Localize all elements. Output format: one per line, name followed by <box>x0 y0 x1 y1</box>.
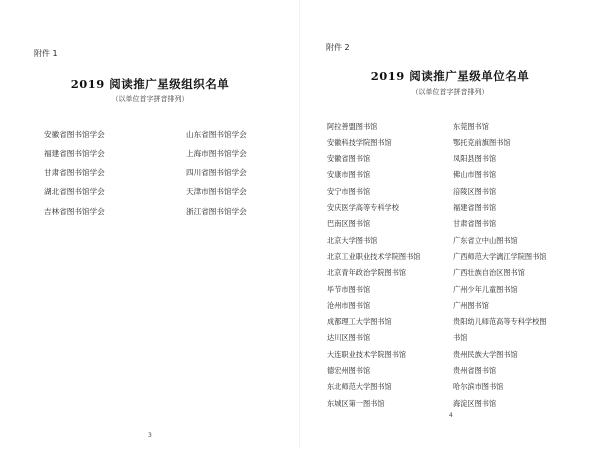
list-item: 德宏州图书馆 <box>327 366 371 375</box>
list-item: 巴南区图书馆 <box>327 219 371 229</box>
list-item: 北京工业职业技术学院图书馆 <box>327 251 421 261</box>
list-item: 鄂托克前旗图书馆 <box>453 137 511 147</box>
page-title: 2019 阅读推广星级单位名单 <box>370 69 530 83</box>
list-item: 贵州民族大学图书馆 <box>453 349 518 359</box>
list-item: 安徽科技学院图书馆 <box>327 137 392 147</box>
list-item: 山东省图书馆学会 <box>186 129 247 139</box>
list-item: 安庆医学高等专科学校 <box>327 203 399 213</box>
attachment-label: 附件 1 <box>34 49 58 58</box>
list-item: 广州少年儿童图书馆 <box>453 284 518 294</box>
list-item: 东莞图书馆 <box>453 121 489 131</box>
list-item: 北京大学图书馆 <box>327 235 378 245</box>
list-item: 凤阳县图书馆 <box>453 154 497 164</box>
list-item: 安徽省图书馆学会 <box>44 129 105 139</box>
unit-list <box>327 118 593 411</box>
list-item: 安徽省图书馆 <box>327 154 371 164</box>
list-item: 安康市图书馆 <box>327 170 371 180</box>
right-page <box>300 0 600 449</box>
page-number: 3 <box>148 432 152 439</box>
list-item: 广东省立中山图书馆 <box>453 235 518 245</box>
list-item: 广西师范大学漓江学院图书馆 <box>453 251 547 261</box>
list-item: 大连职业技术学院图书馆 <box>327 349 407 359</box>
list-item: 沧州市图书馆 <box>327 300 371 310</box>
list-item: 北京青年政治学院图书馆 <box>327 268 407 278</box>
page-subtitle: （以单位首字拼音排列） <box>111 95 189 103</box>
organization-list <box>44 125 276 221</box>
list-item: 贵阳幼儿师范高等专科学校图 <box>453 317 547 327</box>
page-number: 4 <box>449 412 453 419</box>
page-title: 2019 阅读推广星级组织名单 <box>70 77 230 91</box>
list-item: 上海市图书馆学会 <box>186 148 247 158</box>
list-item: 东北师范大学图书馆 <box>327 382 392 392</box>
list-item: 哈尔滨市图书馆 <box>453 382 504 392</box>
list-item: 四川省图书馆学会 <box>186 168 247 178</box>
page-subtitle: （以单位首字拼音排列） <box>411 88 489 96</box>
list-item: 甘肃省图书馆学会 <box>44 168 105 178</box>
list-item: 吉林省图书馆学会 <box>44 206 105 216</box>
list-item: 福建省图书馆 <box>453 203 497 213</box>
list-item: 广西壮族自治区图书馆 <box>453 268 525 278</box>
list-item: 甘肃省图书馆 <box>453 219 497 229</box>
list-item: 天津市图书馆学会 <box>186 187 247 197</box>
list-item: 佛山市图书馆 <box>453 170 497 180</box>
list-item: 涪陵区图书馆 <box>453 186 497 196</box>
list-item: 广州图书馆 <box>453 300 489 310</box>
list-item: 成都理工大学图书馆 <box>327 317 392 327</box>
list-item: 福建省图书馆学会 <box>44 148 105 158</box>
list-item: 海淀区图书馆 <box>453 398 497 408</box>
list-item: 浙江省图书馆学会 <box>186 206 247 216</box>
list-item: 东城区第一图书馆 <box>327 398 385 408</box>
list-item: 毕节市图书馆 <box>327 284 371 294</box>
list-item: 湖北省图书馆学会 <box>44 187 105 197</box>
list-item: 书馆 <box>453 333 468 343</box>
list-item: 安宁市图书馆 <box>327 186 371 196</box>
list-item: 达川区图书馆 <box>327 333 371 343</box>
list-item: 贵州省图书馆 <box>453 366 497 375</box>
list-item: 阿拉善盟图书馆 <box>327 121 378 131</box>
attachment-label: 附件 2 <box>326 43 350 52</box>
